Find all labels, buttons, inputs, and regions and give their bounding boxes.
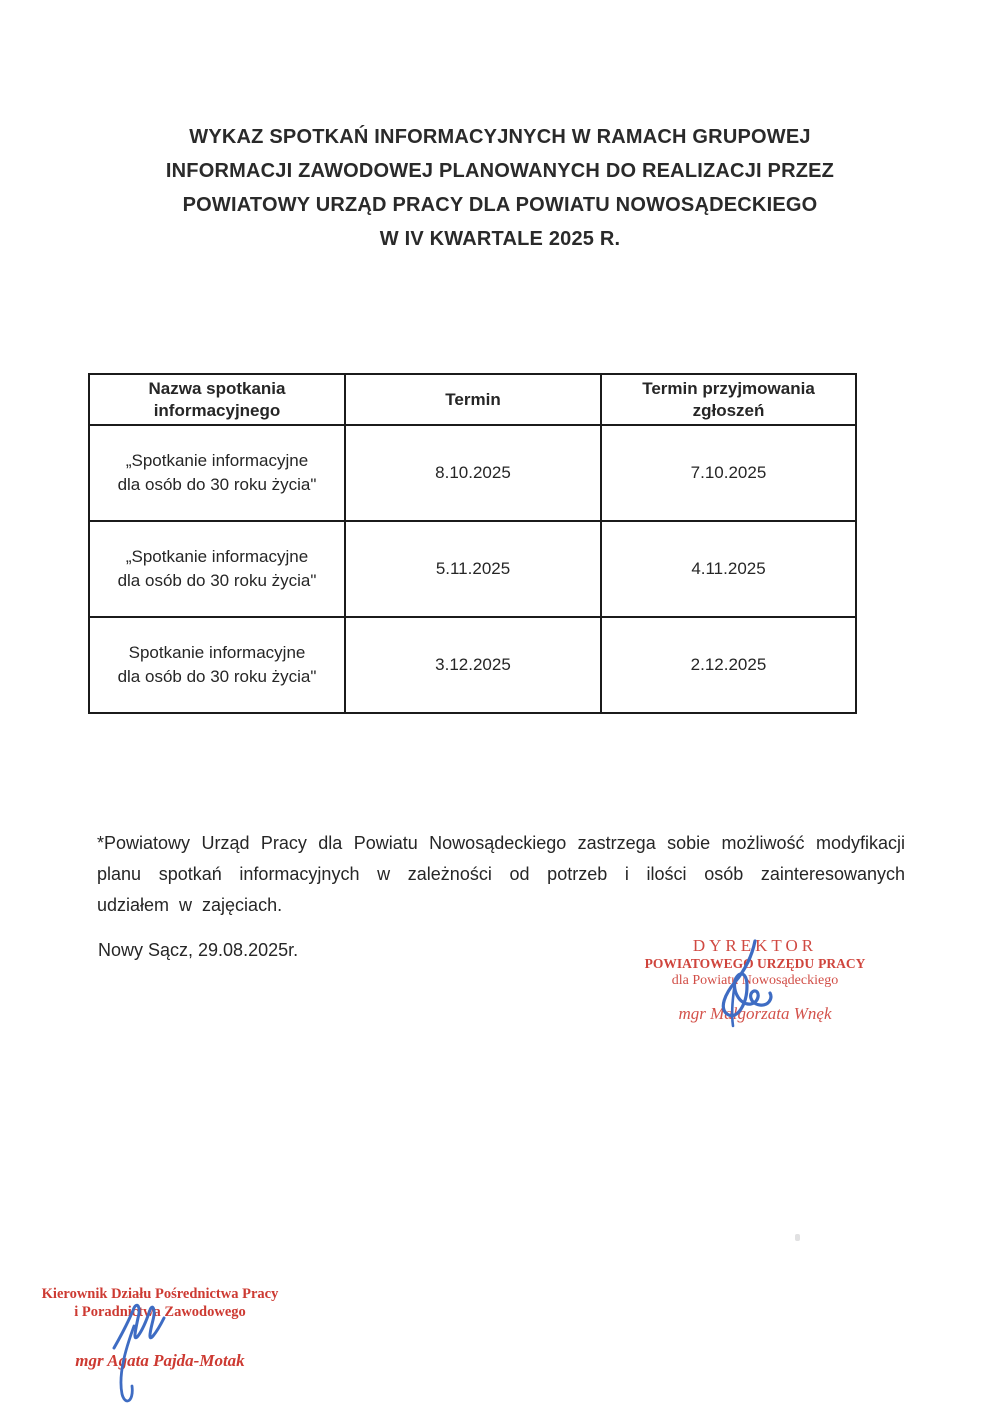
cell-nazwa-line: dla osób do 30 roku życia" [117,571,317,590]
kierownik-stamp-name: mgr Agata Pajda-Motak [75,1351,245,1370]
cell-nazwa-line: dla osób do 30 roku życia" [117,667,317,686]
cell-termin: 5.11.2025 [345,521,601,617]
director-stamp-title: DYREKTOR [692,936,818,955]
footnote: *Powiatowy Urząd Pracy dla Powiatu Nowosądeckiego zastrzega sobie możliwość modyfikacji planu spotkań informacyjnych w zależności od potrzeb i ilości osób zainteresowanych udziałem w zajęciach. [97,833,905,915]
director-stamp-org-normal: POWIATOWEGO URZĘDU [644,956,815,971]
director-stamp-org-bold: PRACY [818,956,866,971]
cell-termin: 8.10.2025 [345,425,601,521]
table-row [89,617,856,713]
cell-termin: 3.12.2025 [345,617,601,713]
kierownik-stamp [40,1285,280,1371]
table-row [89,425,856,521]
col-header-nazwa: Nazwa spotkania informacyjnego [89,374,345,425]
director-stamp-org [620,955,890,972]
meetings-table [88,373,857,714]
cell-nazwa-line: „Spotkanie informacyjne [125,451,309,470]
document-title [60,120,940,256]
cell-zgloszenia: 7.10.2025 [601,425,856,521]
kierownik-stamp-line1: Kierownik Działu Pośrednictwa Pracy [41,1286,279,1302]
title-line-1: WYKAZ SPOTKAŃ INFORMACYJNYCH W RAMACH GRUPOWEJ [189,126,811,148]
col-header-zgloszenia: Termin przyjmowania zgłoszeń [601,374,856,425]
title-line-3: POWIATOWY URZĄD PRACY DLA POWIATU NOWOSĄDECKIEGO [182,194,818,216]
table-row [89,521,856,617]
place-date: Nowy Sącz, 29.08.2025r. [98,940,299,960]
scan-artifact [795,1234,800,1241]
cell-nazwa [89,425,345,521]
cell-zgloszenia: 4.11.2025 [601,521,856,617]
col-header-termin: Termin [345,374,601,425]
director-stamp [620,936,890,1024]
cell-nazwa-line: dla osób do 30 roku życia" [117,475,317,494]
cell-nazwa [89,521,345,617]
cell-nazwa-line: Spotkanie informacyjne [128,643,306,662]
cell-zgloszenia: 2.12.2025 [601,617,856,713]
title-line-4: W IV KWARTALE 2025 R. [379,228,621,250]
table-header-row [89,374,856,425]
title-line-2: INFORMACJI ZAWODOWEJ PLANOWANYCH DO REALIZACJI PRZEZ [165,160,835,182]
director-stamp-org-sub: dla Powiatu Nowosądeckiego [671,973,839,988]
cell-nazwa-line: „Spotkanie informacyjne [125,547,309,566]
director-stamp-name: mgr Małgorzata Wnęk [678,1004,832,1023]
kierownik-stamp-line2: i Poradnictwa Zawodowego [74,1304,246,1320]
cell-nazwa [89,617,345,713]
